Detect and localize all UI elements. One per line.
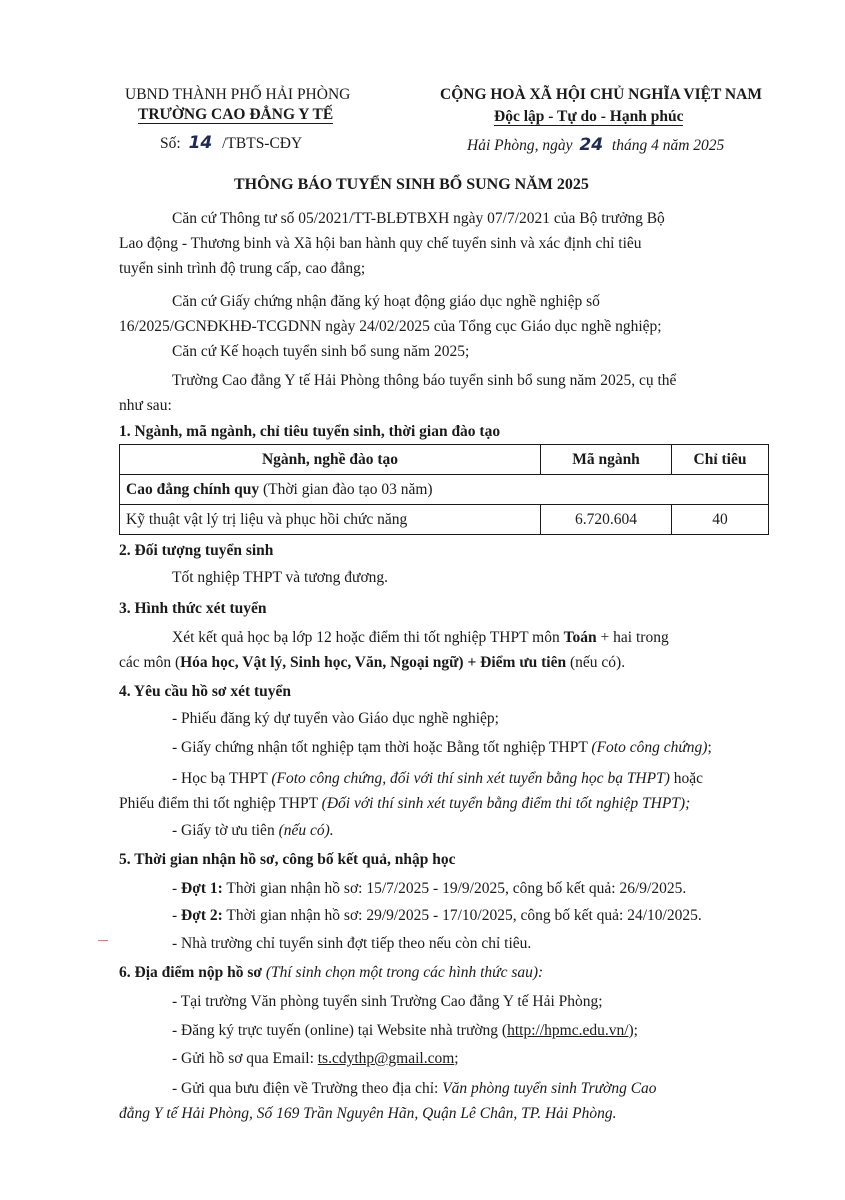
table-cell-major: Kỹ thuật vật lý trị liệu và phục hồi chức năng: [120, 505, 541, 535]
section1-heading: 1. Ngành, mã ngành, chỉ tiêu tuyển sinh, thời gian đào tạo: [119, 423, 501, 440]
national-motto: [494, 108, 683, 126]
section4-item2-c: ;: [707, 739, 712, 756]
section6-item2: [172, 1022, 638, 1040]
section3-line1: [172, 629, 669, 647]
section3-subjects: Hóa học, Vật lý, Sinh học, Văn, Ngoại ngữ: [180, 654, 459, 671]
section5-round1-label: Đợt 1:: [181, 880, 223, 897]
table-group-cell: [120, 475, 769, 505]
section3-line2-a: các môn (: [119, 654, 181, 671]
national-title: CỘNG HOÀ XÃ HỘI CHỦ NGHĨA VIỆT NAM: [440, 86, 762, 103]
document-number-label: Số:: [160, 135, 181, 152]
section4-item3-c: hoặc: [669, 770, 704, 787]
section4-item4-b: (nếu có).: [278, 822, 334, 839]
section6-item3-a: - Gửi hồ sơ qua Email:: [172, 1050, 318, 1067]
intro-p4-line1: Trường Cao đẳng Y tế Hải Phòng thông báo tuyển sinh bổ sung năm 2025, cụ thể: [172, 372, 677, 389]
section4-item4: [172, 822, 334, 840]
section6-heading: [119, 964, 543, 982]
table-group-note: (Thời gian đào tạo 03 năm): [259, 480, 433, 498]
section6-item1: - Tại trường Văn phòng tuyển sinh Trường Cao đẳng Y tế Hải Phòng;: [172, 993, 603, 1010]
intro-p4-line2: như sau:: [119, 397, 172, 414]
section3-priority: Điểm ưu tiên: [480, 654, 567, 671]
website-link[interactable]: http://hpmc.edu.vn/: [507, 1022, 629, 1039]
section5-round2-text: Thời gian nhận hồ sơ: 29/9/2025 - 17/10/2025, công bố kết quả: 24/10/2025.: [222, 907, 702, 924]
section4-item3-line1: [172, 770, 703, 788]
table-header-row: [120, 445, 769, 475]
section4-item3-d: Phiếu điểm thi tốt nghiệp THPT: [119, 795, 322, 812]
issuer-authority: UBND THÀNH PHỐ HẢI PHÒNG: [125, 86, 351, 103]
table-cell-code: 6.720.604: [541, 505, 672, 535]
section4-heading: 4. Yêu cầu hồ sơ xét tuyển: [119, 683, 292, 700]
section3-line2-c: ) +: [458, 654, 481, 671]
section6-item3-c: ;: [454, 1050, 459, 1067]
section5-round1-text: Thời gian nhận hồ sơ: 15/7/2025 - 19/9/2025, công bố kết quả: 26/9/2025.: [222, 880, 687, 897]
section4-item2-b: (Foto công chứng): [591, 739, 708, 756]
section4-item3-line2: [119, 795, 690, 813]
section6-item4-a: - Gửi qua bưu điện về Trường theo địa chỉ:: [172, 1080, 443, 1097]
section3-heading: 3. Hình thức xét tuyển: [119, 600, 267, 617]
section5-round1: - Đợt 1: Thời gian nhận hồ sơ: 15/7/2025 - 19/9/2025, công bố kết quả: 26/9/2025.: [172, 880, 687, 897]
intro-p2-line1: Căn cứ Giấy chứng nhận đăng ký hoạt động giáo dục nghề nghiệp số: [172, 293, 600, 310]
intro-p2-line2: 16/2025/GCNĐKHĐ-TCGDNN ngày 24/02/2025 của Tổng cục Giáo dục nghề nghiệp;: [119, 318, 662, 335]
intro-p1-line1: Căn cứ Thông tư số 05/2021/TT-BLĐTBXH ngày 07/7/2021 của Bộ trưởng Bộ: [172, 210, 665, 227]
section3-subject-math: Toán: [563, 629, 597, 646]
table-header-quota: Chỉ tiêu: [672, 445, 769, 475]
issuer-school: [138, 106, 333, 124]
document-number: [160, 133, 302, 153]
section5-note: - Nhà trường chỉ tuyển sinh đợt tiếp theo nếu còn chỉ tiêu.: [172, 935, 532, 952]
section6-item2-a: - Đăng ký trực tuyến (online) tại Website nhà trường (: [172, 1022, 508, 1039]
section3-line1-c: + hai trong: [596, 629, 669, 646]
margin-mark: [98, 940, 108, 941]
issue-date-prefix: Hải Phòng, ngày: [467, 137, 573, 154]
section6-item2-c: );: [628, 1022, 638, 1039]
section6-item4-line1: [172, 1080, 657, 1098]
section4-item3-b: (Foto công chứng, đối với thí sinh xét tuyển bằng học bạ THPT): [271, 770, 670, 787]
section6-item4-b: Văn phòng tuyển sinh Trường Cao: [442, 1080, 657, 1097]
section6-heading-note: (Thí sinh chọn một trong các hình thức sau):: [261, 964, 544, 981]
document-title: THÔNG BÁO TUYỂN SINH BỔ SUNG NĂM 2025: [234, 176, 589, 193]
section2-heading: 2. Đối tượng tuyển sinh: [119, 542, 274, 559]
section3-line1-a: Xét kết quả học bạ lớp 12 hoặc điểm thi tốt nghiệp THPT môn: [172, 629, 564, 646]
section4-item2: [172, 739, 712, 757]
document-number-suffix: /TBTS-CĐY: [222, 135, 303, 152]
section6-heading-text: 6. Địa điểm nộp hồ sơ: [119, 964, 262, 981]
table-cell-quota: 40: [672, 505, 769, 535]
section5-heading: 5. Thời gian nhận hồ sơ, công bố kết quả, nhập học: [119, 851, 456, 868]
section4-item3-e: (Đối với thí sinh xét tuyển bằng điểm thi tốt nghiệp THPT);: [321, 795, 691, 812]
issuer-school-text: TRƯỜNG CAO ĐẲNG Y TẾ: [138, 106, 334, 123]
enrollment-table: [119, 444, 769, 535]
table-group-bold: Cao đẳng chính quy: [126, 480, 260, 498]
intro-p1-line3: tuyển sinh trình độ trung cấp, cao đẳng;: [119, 260, 366, 277]
table-header-major: Ngành, nghề đào tạo: [120, 445, 541, 475]
email-link[interactable]: ts.cdythp@gmail.com: [317, 1050, 455, 1067]
section3-line2: [119, 654, 625, 672]
section5-round2: - Đợt 2: Thời gian nhận hồ sơ: 29/9/2025 - 17/10/2025, công bố kết quả: 24/10/2025.: [172, 907, 702, 924]
issue-date-suffix: tháng 4 năm 2025: [611, 137, 725, 154]
section4-item4-a: - Giấy tờ ưu tiên: [172, 822, 279, 839]
table-row: [120, 505, 769, 535]
section6-item4-line2: đẳng Y tế Hải Phòng, Số 169 Trần Nguyên Hãn, Quận Lê Chân, TP. Hải Phòng.: [119, 1105, 617, 1122]
national-motto-text: Độc lập - Tự do - Hạnh phúc: [494, 108, 684, 125]
section6-item3: [172, 1050, 459, 1068]
document-number-handwritten: 14: [188, 133, 213, 153]
section4-item1: - Phiếu đăng ký dự tuyển vào Giáo dục nghề nghiệp;: [172, 710, 499, 727]
issue-date: [467, 135, 724, 155]
section4-item2-a: - Giấy chứng nhận tốt nghiệp tạm thời hoặc Bằng tốt nghiệp THPT: [172, 739, 592, 756]
section5-round2-label: Đợt 2:: [181, 907, 223, 924]
table-header-code: Mã ngành: [541, 445, 672, 475]
section2-text: Tốt nghiệp THPT và tương đương.: [172, 569, 389, 586]
intro-p3: Căn cứ Kế hoạch tuyển sinh bổ sung năm 2025;: [172, 343, 470, 360]
issue-date-day-handwritten: 24: [579, 135, 604, 155]
section4-item3-a: - Học bạ THPT: [172, 770, 272, 787]
section3-line2-e: (nếu có).: [566, 654, 626, 671]
intro-p1-line2: Lao động - Thương binh và Xã hội ban hành quy chế tuyển sinh và xác định chỉ tiêu: [119, 235, 642, 252]
table-group-row: [120, 475, 769, 505]
